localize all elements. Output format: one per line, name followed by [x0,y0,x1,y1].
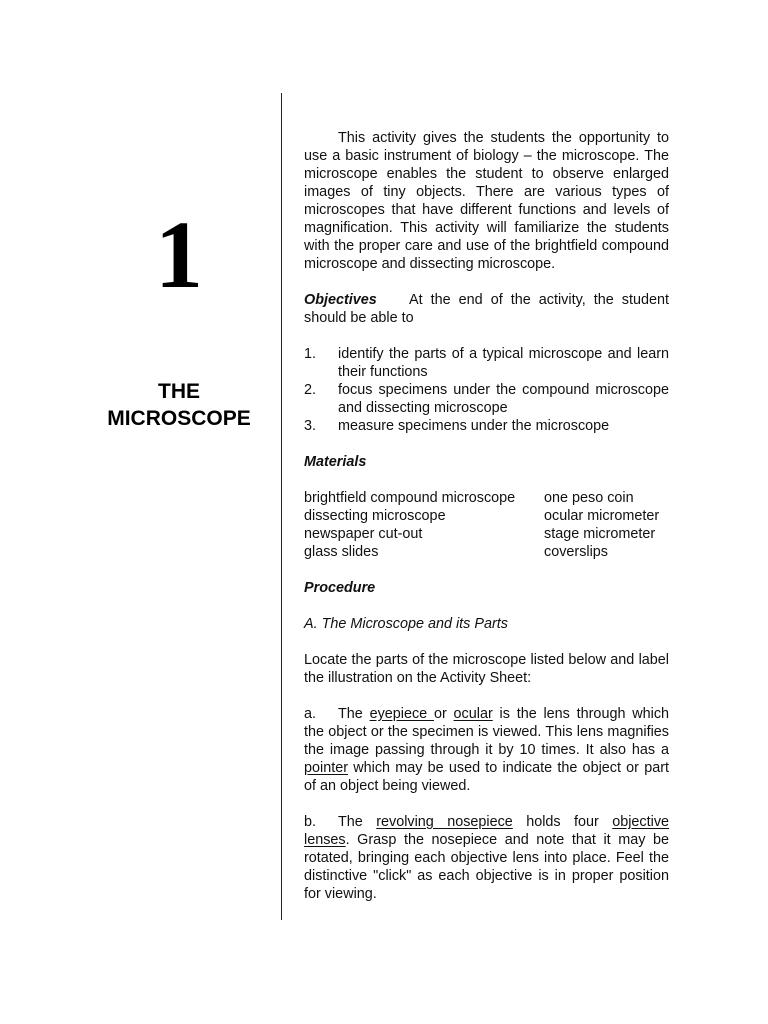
procedure-instructions: Locate the parts of the microscope listed below and label the illustration on the Activity Sheet: [304,652,669,686]
materials-row [304,525,669,543]
chapter-title-line-1: THE [158,380,200,403]
material-item: coverslips [544,544,608,560]
objectives-heading: Objectives [304,292,377,308]
material-item: one peso coin [544,490,634,506]
term-revolving-nosepiece: revolving nosepiece [376,814,513,830]
material-item: brightfield compound microscope [304,490,516,506]
objectives-lead: At the end of the activity, the student should be able to [304,292,669,326]
material-item: dissecting microscope [304,508,446,524]
objective-text: focus specimens under the compound microscope and dissecting microscope [338,382,669,416]
step-text: holds four [512,814,613,830]
step-text: or [433,706,454,722]
material-item: ocular micrometer [544,508,660,524]
procedure-step-b [304,813,669,903]
chapter-title-line-2: MICROSCOPE [107,407,251,430]
term-eyepiece: eyepiece [369,706,434,722]
objective-item [304,417,669,435]
intro-paragraph: This activity gives the students the opportunity to use a basic instrument of biology – the microscope. The microscope enables the student to observe enlarged images of tiny objects. There are various types of microscopes that have different functions and levels of magnification. This activity will familiarize the students with the proper care and use of the brightfield compound microscope and dissecting microscope. [304,130,669,272]
chapter-number: 1 [155,201,203,308]
procedure-step-a [304,705,669,795]
chapter-title [98,378,260,432]
term-objective-lenses: objective lenses [304,814,670,848]
objective-number: 2. [304,382,317,398]
objective-number: 1. [304,346,317,362]
procedure-heading: Procedure [304,580,376,596]
objective-text: measure specimens under the microscope [338,418,610,434]
objective-item [304,381,669,417]
materials-row [304,489,669,507]
main-content [304,129,669,903]
step-text: . Grasp the nosepiece and note that it may be rotated, bringing each objective lens into place. Feel the distinctive "click" as each objective is in proper position for viewing. [304,832,669,902]
section-a-heading: A. The Microscope and its Parts [304,616,508,632]
objectives-list [304,345,669,435]
step-text: which may be used to indicate the object or part of an object being viewed. [304,760,669,794]
step-label: b. [304,814,317,830]
materials-row [304,543,669,561]
step-text: is the lens through which the object or the specimen is viewed. This lens magnifies the image passing through it by 10 times. It also has a [304,706,670,758]
objective-text: identify the parts of a typical microscope and learn their functions [338,346,669,380]
objective-item [304,345,669,381]
materials-heading: Materials [304,454,367,470]
vertical-divider [281,93,282,920]
term-ocular: ocular [453,706,493,722]
objective-number: 3. [304,418,317,434]
material-item: glass slides [304,544,379,560]
step-label: a. [304,706,317,722]
step-text: The [338,814,377,830]
materials-row [304,507,669,525]
materials-list [304,489,669,561]
material-item: newspaper cut-out [304,526,423,542]
material-item: stage micrometer [544,526,656,542]
step-text: The [338,706,370,722]
objectives-paragraph [304,291,669,327]
term-pointer: pointer [304,760,349,776]
